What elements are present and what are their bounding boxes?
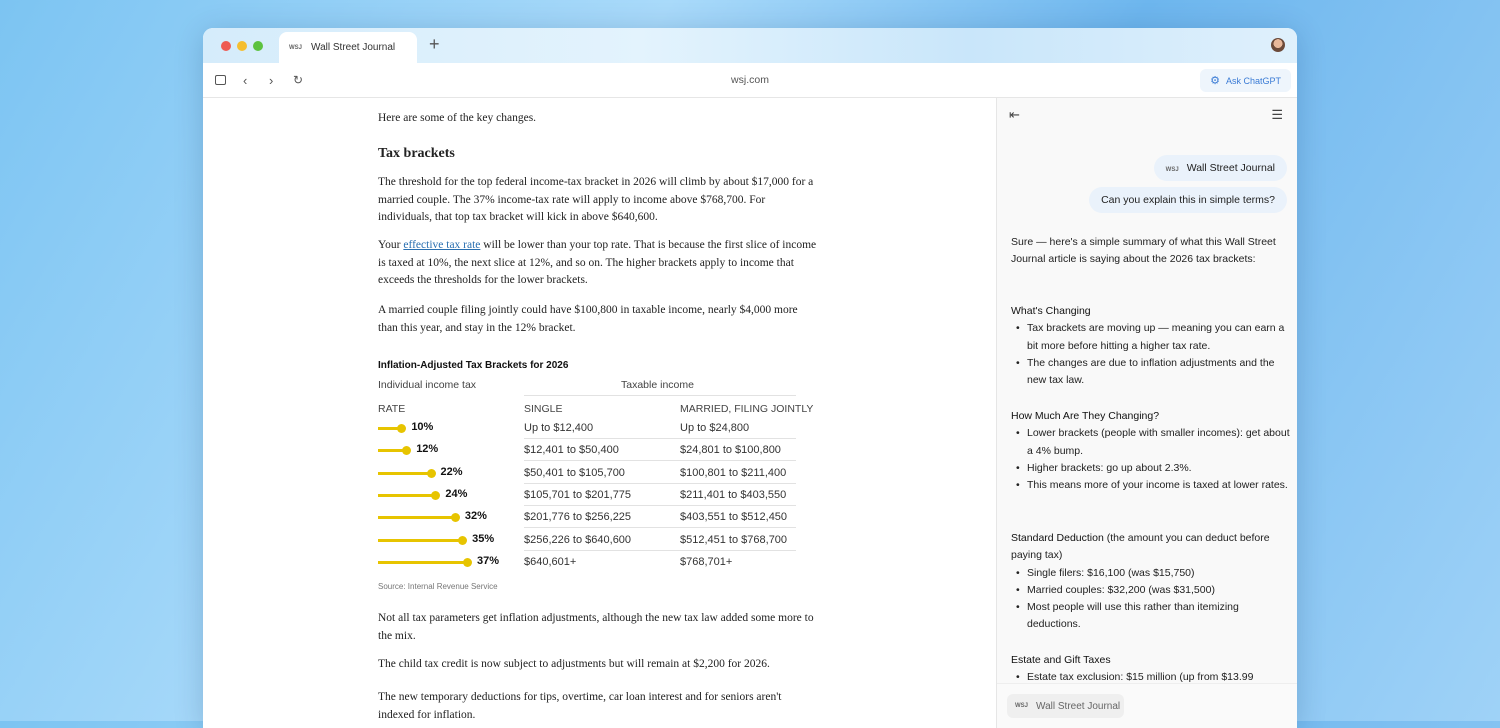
section-title: How Much Are They Changing? xyxy=(1011,410,1160,422)
rate-cell xyxy=(378,506,524,528)
browser-window xyxy=(203,28,1297,728)
table-row xyxy=(378,529,798,551)
answer-section xyxy=(1011,303,1291,389)
section-title: Estate and Gift Taxes xyxy=(1011,654,1111,666)
rate-label: 22% xyxy=(440,465,463,478)
article-paragraph: A married couple filing jointly could have $100,800 in taxable income, nearly $4,000 more than this year, and stay in the 12% bracket. xyxy=(378,304,798,334)
section-title: What's Changing xyxy=(1011,305,1091,317)
rate-cell xyxy=(378,551,524,573)
list-item: • The changes are due to inflation adjustments and the new tax law. xyxy=(1011,355,1291,390)
address-bar[interactable]: wsj.com xyxy=(731,74,769,86)
table-row xyxy=(378,551,798,573)
ask-chatgpt-button[interactable] xyxy=(1200,69,1291,92)
wsj-favicon-icon: WSJ xyxy=(1165,167,1179,173)
wsj-favicon-icon: WSJ xyxy=(289,44,303,51)
list-item: • Married couples: $32,200 (was $31,500) xyxy=(1011,582,1291,599)
list-item: • Tax brackets are moving up — meaning you can earn a bit more before hitting a higher tax rate. xyxy=(1011,320,1291,355)
context-chip-label: Wall Street Journal xyxy=(1186,162,1275,174)
header-married: MARRIED, FILING JOINTLY xyxy=(680,403,814,415)
table-title: Inflation-Adjusted Tax Brackets for 2026 xyxy=(378,360,569,371)
rate-cell xyxy=(378,462,524,484)
effective-tax-rate-link[interactable]: effective tax rate xyxy=(403,239,481,251)
list-item: • Lower brackets (people with smaller incomes): get about a 4% bump. xyxy=(1011,425,1291,460)
answer-section xyxy=(1011,652,1291,687)
table-row xyxy=(378,439,798,461)
rate-label: 32% xyxy=(464,510,487,523)
article-paragraph: The new temporary deductions for tips, overtime, car loan interest and for seniors aren't indexed for inflation. xyxy=(378,691,782,721)
married-cell: Up to $24,800 xyxy=(680,422,750,434)
user-message: Can you explain this in simple terms? xyxy=(1089,187,1287,213)
chatgpt-sidebar xyxy=(996,98,1297,728)
tab-bar xyxy=(203,28,1297,63)
single-cell: $256,226 to $640,600 xyxy=(524,533,632,546)
toolbar xyxy=(203,63,1297,98)
reload-icon[interactable]: ↻ xyxy=(293,73,304,87)
married-cell: $512,451 to $768,700 xyxy=(680,533,788,546)
header-rate: RATE xyxy=(378,403,406,415)
rate-bar xyxy=(378,516,456,519)
header-single: SINGLE xyxy=(524,403,563,415)
tab-title: Wall Street Journal xyxy=(311,42,396,53)
table-row xyxy=(378,417,798,439)
article-paragraph xyxy=(378,237,818,290)
rate-bar xyxy=(378,427,402,430)
menu-icon[interactable]: ☰ xyxy=(1271,107,1283,122)
composer[interactable] xyxy=(997,683,1297,728)
new-tab-plus-icon[interactable]: + xyxy=(429,34,440,54)
context-chip xyxy=(1154,155,1287,181)
back-chevron-icon[interactable]: ‹ xyxy=(243,73,248,88)
rate-cell xyxy=(378,484,524,506)
section-heading: Tax brackets xyxy=(378,146,455,161)
list-item: • Estate tax exclusion: $15 million (up from $13.99 xyxy=(1011,669,1291,686)
collapse-sidebar-icon[interactable]: ⇤ xyxy=(1009,107,1020,122)
married-cell: $24,801 to $100,800 xyxy=(680,444,781,457)
rate-label: 24% xyxy=(445,487,468,500)
article-content xyxy=(203,98,996,728)
table-row xyxy=(378,484,798,506)
rate-label: 10% xyxy=(411,421,434,433)
rate-bar xyxy=(378,494,436,497)
avatar[interactable] xyxy=(1271,38,1285,52)
rate-label: 12% xyxy=(416,443,439,456)
group-label-left: Individual income tax xyxy=(378,379,477,391)
tab-wsj[interactable] xyxy=(279,32,417,63)
rate-cell xyxy=(378,439,524,461)
composer-chip-label: Wall Street Journal xyxy=(1036,700,1121,712)
maximize-window-button[interactable] xyxy=(253,41,263,51)
assistant-intro: Sure — here's a simple summary of what this Wall Street Journal article is saying about the 2026 tax brackets: xyxy=(1011,236,1276,266)
table-row xyxy=(378,506,798,528)
single-cell: $50,401 to $105,700 xyxy=(524,466,625,479)
rate-cell xyxy=(378,417,524,439)
single-cell: $105,701 to $201,775 xyxy=(524,488,632,501)
rate-label: 35% xyxy=(472,532,495,545)
table-row xyxy=(378,462,798,484)
wsj-favicon-icon: WSJ xyxy=(1015,703,1029,709)
forward-chevron-icon[interactable]: › xyxy=(269,73,274,88)
single-cell: $12,401 to $50,400 xyxy=(524,444,619,457)
article-paragraph: The child tax credit is now subject to adjustments but will remain at $2,200 for 2026. xyxy=(378,658,770,670)
rate-bar xyxy=(378,449,407,452)
section-note: (the amount you can deduct before paying tax) xyxy=(1011,532,1270,562)
group-label-right: Taxable income xyxy=(621,379,694,391)
minimize-window-button[interactable] xyxy=(237,41,247,51)
married-cell: $403,551 to $512,450 xyxy=(680,511,788,524)
rate-bar xyxy=(378,561,468,564)
rate-bar xyxy=(378,472,432,475)
married-cell: $211,401 to $403,550 xyxy=(680,488,787,501)
article-intro: Here are some of the key changes. xyxy=(378,112,537,124)
list-item: • Single filers: $16,100 (was $15,750) xyxy=(1011,565,1291,582)
close-window-button[interactable] xyxy=(221,41,231,51)
table-source: Source: Internal Revenue Service xyxy=(378,582,498,591)
list-item: • Higher brackets: go up about 2.3%. xyxy=(1011,460,1291,477)
married-cell: $100,801 to $211,400 xyxy=(680,466,787,479)
section-title: Standard Deduction xyxy=(1011,532,1104,544)
tax-brackets-table xyxy=(378,360,818,600)
ask-chatgpt-label: Ask ChatGPT xyxy=(1225,75,1281,86)
single-cell: $640,601+ xyxy=(524,555,577,568)
single-cell: $201,776 to $256,225 xyxy=(524,511,632,524)
rate-cell xyxy=(378,529,524,551)
rate-label: 37% xyxy=(477,554,500,567)
article-paragraph: The threshold for the top federal income-tax bracket in 2026 will climb by about $17,000 for a married couple. The 37% income-tax rate will apply to income above $768,700. For individuals, that top tax bracket will kick in above $640,600. xyxy=(378,176,814,223)
list-item: • Most people will use this rather than itemizing deductions. xyxy=(1011,599,1291,634)
composer-context-chip[interactable] xyxy=(1007,694,1124,718)
rate-bar xyxy=(378,539,463,542)
chatgpt-logo-icon: ⚙ xyxy=(1210,75,1220,87)
answer-section xyxy=(1011,408,1291,494)
answer-section xyxy=(1011,530,1291,634)
single-cell: Up to $12,400 xyxy=(524,422,594,434)
married-cell: $768,701+ xyxy=(680,555,733,568)
text: Your xyxy=(378,239,404,251)
article-paragraph: Not all tax parameters get inflation adjustments, although the new tax law added some more to the mix. xyxy=(378,612,814,642)
list-item: • This means more of your income is taxed at lower rates. xyxy=(1011,477,1291,494)
text: will be lower than your top rate. That is because the first slice of income is taxed at 10%, the next slice at 12%, and so on. The higher brackets apply to income that exceeds the thresholds for the lower brackets. xyxy=(378,239,817,286)
